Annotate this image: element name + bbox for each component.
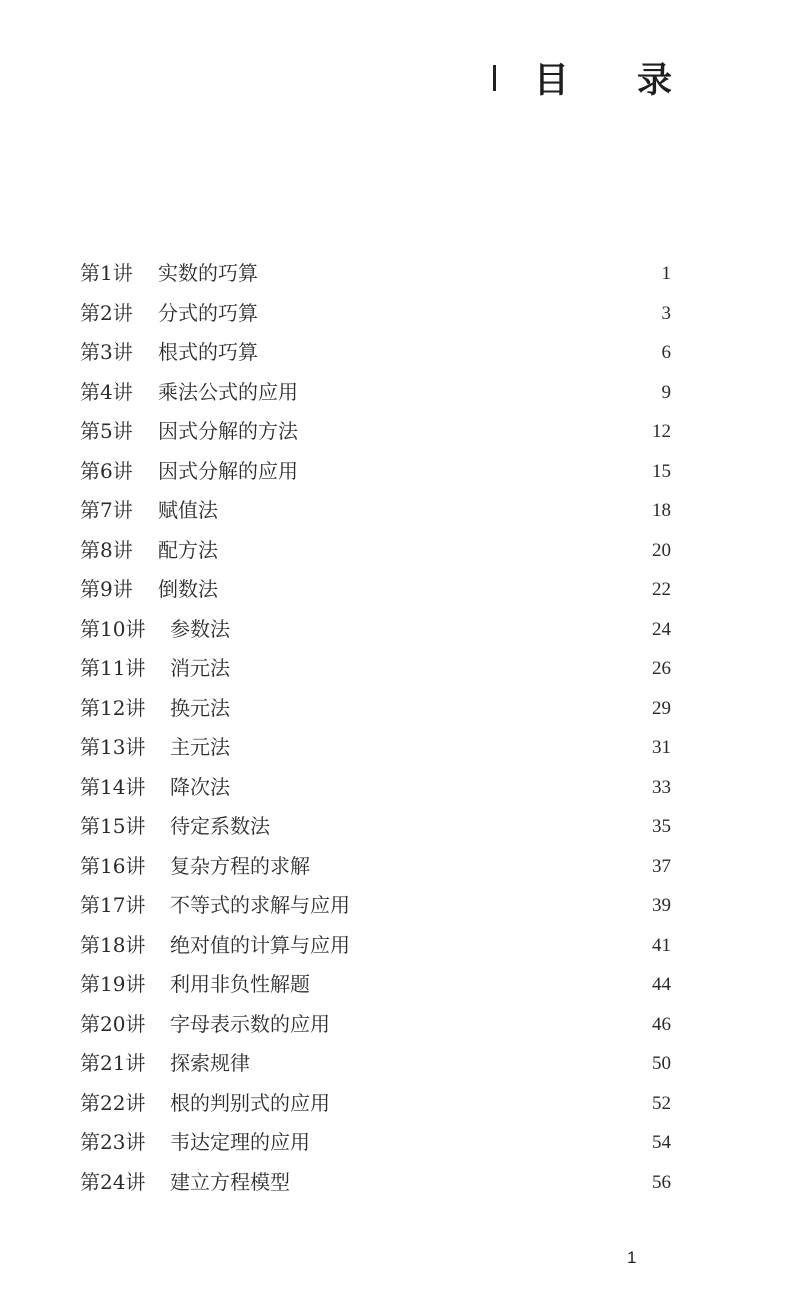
toc-entry-number: 第16讲	[80, 853, 146, 878]
toc-entry-number: 第9讲	[80, 577, 133, 601]
toc-entry[interactable]	[0, 452, 790, 492]
toc-entry-title: 主元法	[170, 735, 230, 759]
toc-entry-page: 20	[652, 539, 671, 561]
toc-entry-title: 参数法	[170, 616, 230, 641]
toc-entry-title: 降次法	[170, 774, 230, 799]
toc-entry-title: 乘法公式的应用	[158, 379, 298, 404]
toc-entry[interactable]	[0, 1163, 790, 1203]
toc-entry-page: 24	[652, 618, 671, 640]
toc-entry-number: 第3讲	[80, 340, 133, 364]
toc-entry-page: 18	[652, 500, 671, 521]
toc-entry-number: 第10讲	[80, 616, 146, 641]
toc-entry[interactable]	[0, 689, 790, 729]
toc-entry-page: 41	[652, 934, 671, 956]
toc-entry[interactable]	[0, 1005, 790, 1045]
toc-entry-title: 复杂方程的求解	[170, 853, 310, 878]
toc-entry-page: 1	[661, 263, 671, 284]
toc-entry-title: 换元法	[170, 695, 230, 720]
toc-entry-number: 第12讲	[80, 695, 146, 720]
toc-entry-title: 配方法	[158, 537, 218, 562]
toc-entry[interactable]	[0, 570, 790, 610]
toc-entry-title: 字母表示数的应用	[170, 1011, 330, 1036]
toc-entry-title: 实数的巧算	[158, 261, 258, 285]
toc-entry-page: 54	[652, 1132, 671, 1153]
toc-entry-number: 第14讲	[80, 774, 146, 799]
toc-entry[interactable]	[0, 531, 790, 571]
toc-entry[interactable]	[0, 254, 790, 294]
toc-entry-page: 3	[661, 302, 671, 324]
toc-entry-number: 第20讲	[80, 1011, 146, 1036]
toc-entry-title: 利用非负性解题	[170, 972, 310, 996]
toc-entry-title: 赋值法	[158, 498, 218, 522]
toc-entry-number: 第7讲	[80, 498, 133, 522]
toc-entry[interactable]	[0, 1123, 790, 1163]
toc-entry[interactable]	[0, 649, 790, 689]
toc-entry[interactable]	[0, 768, 790, 808]
toc-entry-number: 第11讲	[80, 656, 146, 680]
toc-entry-number: 第2讲	[80, 300, 133, 325]
toc-entry-page: 35	[652, 816, 671, 837]
toc-entry-title: 分式的巧算	[158, 300, 258, 325]
toc-entry-page: 26	[652, 658, 671, 679]
toc-entry-page: 31	[652, 737, 671, 758]
toc-entry-page: 39	[652, 895, 671, 916]
toc-entry-number: 第22讲	[80, 1090, 146, 1115]
toc-entry[interactable]	[0, 886, 790, 926]
toc-entry-number: 第13讲	[80, 735, 146, 759]
toc-entry-page: 9	[661, 381, 671, 403]
toc-entry[interactable]	[0, 373, 790, 413]
toc-entry-page: 12	[652, 421, 671, 442]
toc-entry-number: 第5讲	[80, 419, 133, 443]
toc-entry-page: 50	[652, 1053, 671, 1074]
toc-entry-title: 根式的巧算	[158, 340, 258, 364]
toc-entry-title: 探索规律	[170, 1051, 250, 1075]
toc-entry[interactable]	[0, 610, 790, 650]
toc-entry[interactable]	[0, 1084, 790, 1124]
toc-entry[interactable]	[0, 1044, 790, 1084]
toc-entry-title: 绝对值的计算与应用	[170, 932, 350, 957]
toc-entry-number: 第4讲	[80, 379, 133, 404]
toc-entry[interactable]	[0, 412, 790, 452]
toc-entry-title: 待定系数法	[170, 814, 270, 838]
toc-entry-title: 消元法	[170, 656, 230, 680]
toc-entry[interactable]	[0, 965, 790, 1005]
toc-entry-number: 第1讲	[80, 261, 133, 285]
page-title: 目 录	[533, 60, 700, 101]
toc-entry-number: 第18讲	[80, 932, 146, 957]
page-number: 1	[627, 1248, 637, 1267]
toc-entry[interactable]	[0, 728, 790, 768]
title-bar-mark	[493, 65, 496, 91]
toc-entry[interactable]	[0, 847, 790, 887]
toc-entry[interactable]	[0, 807, 790, 847]
toc-entry-page: 6	[661, 342, 671, 363]
toc-entry-number: 第15讲	[80, 814, 146, 838]
toc-entry-number: 第24讲	[80, 1169, 146, 1194]
toc-entry-page: 44	[652, 974, 671, 995]
toc-entry-page: 37	[652, 855, 671, 877]
toc-entry-number: 第19讲	[80, 972, 146, 996]
toc-entry-title: 倒数法	[158, 577, 218, 601]
toc-entry-title: 因式分解的方法	[158, 419, 298, 443]
toc-entry[interactable]	[0, 294, 790, 334]
toc-entry-number: 第8讲	[80, 537, 133, 562]
toc-entry-number: 第6讲	[80, 458, 133, 483]
toc-entry[interactable]	[0, 491, 790, 531]
toc-entry[interactable]	[0, 926, 790, 966]
toc-entry-number: 第21讲	[80, 1051, 146, 1075]
toc-entry-page: 15	[652, 460, 671, 482]
toc-entry-number: 第17讲	[80, 893, 146, 917]
toc-entry-title: 建立方程模型	[170, 1169, 290, 1194]
toc-entry-page: 52	[652, 1092, 671, 1114]
toc-entry-title: 根的判别式的应用	[170, 1090, 330, 1115]
toc-entry-page: 56	[652, 1171, 671, 1193]
toc-entry-page: 22	[652, 579, 671, 600]
toc-entry-number: 第23讲	[80, 1130, 146, 1154]
toc-entry-title: 不等式的求解与应用	[170, 893, 350, 917]
toc-entry-page: 29	[652, 697, 671, 719]
toc-entry-page: 33	[652, 776, 671, 798]
toc-entry-title: 韦达定理的应用	[170, 1130, 310, 1154]
table-of-contents	[0, 254, 790, 1202]
page-header	[0, 52, 700, 104]
toc-entry-page: 46	[652, 1013, 671, 1035]
toc-entry[interactable]	[0, 333, 790, 373]
toc-entry-title: 因式分解的应用	[158, 458, 298, 483]
